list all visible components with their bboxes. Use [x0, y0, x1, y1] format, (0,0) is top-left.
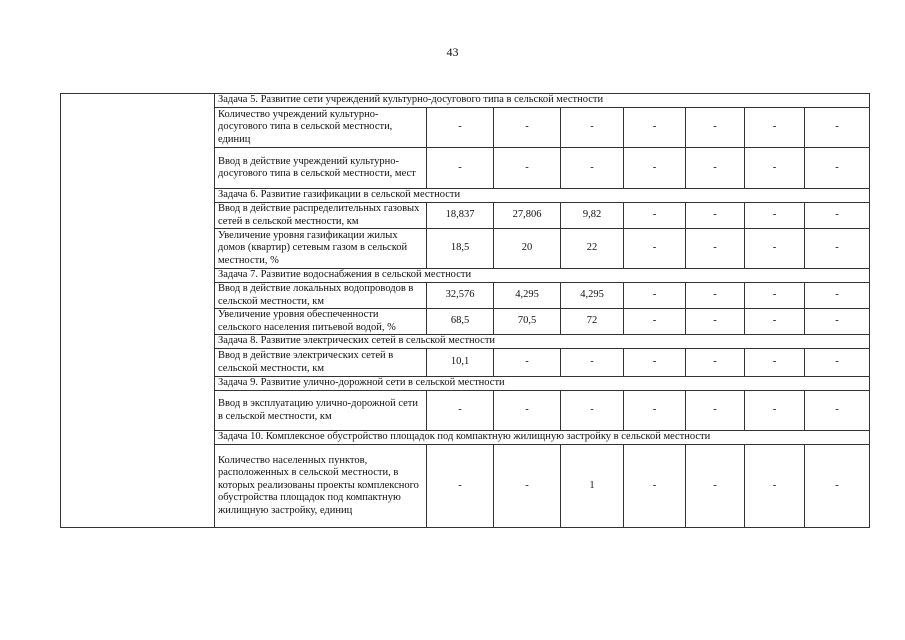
indicator-value: - — [805, 391, 870, 431]
indicator-value: - — [686, 108, 745, 148]
indicator-label: Ввод в эксплуатацию улично-дорожной сети в сельской местности, км — [215, 391, 427, 431]
indicator-value: 22 — [561, 229, 624, 269]
indicator-value: - — [745, 349, 805, 377]
indicator-value: - — [624, 108, 686, 148]
indicator-value: - — [745, 283, 805, 309]
indicator-value: - — [686, 391, 745, 431]
indicator-value: - — [427, 148, 494, 189]
indicator-value: 18,837 — [427, 203, 494, 229]
indicator-value: 10,1 — [427, 349, 494, 377]
indicator-label: Ввод в действие локальных водопроводов в сельской местности, км — [215, 283, 427, 309]
indicator-value: - — [745, 391, 805, 431]
task-heading: Задача 8. Развитие электрических сетей в сельской местности — [215, 335, 870, 349]
task-heading: Задача 9. Развитие улично-дорожной сети в сельской местности — [215, 377, 870, 391]
indicator-value: - — [686, 309, 745, 335]
indicator-value: 70,5 — [494, 309, 561, 335]
indicator-value: 72 — [561, 309, 624, 335]
indicator-value: - — [805, 445, 870, 528]
task-heading: Задача 5. Развитие сети учреждений культурно-досугового типа в сельской местности — [215, 94, 870, 108]
indicator-label: Количество населенных пунктов, расположенных в сельской местности, в которых реализованы проекты комплексного обустройства площадок под компактную жилищную застройку, единиц — [215, 445, 427, 528]
indicator-label: Ввод в действие электрических сетей в сельской местности, км — [215, 349, 427, 377]
indicator-value: 27,806 — [494, 203, 561, 229]
indicator-value: - — [745, 148, 805, 189]
indicator-value: - — [686, 148, 745, 189]
indicator-value: 68,5 — [427, 309, 494, 335]
task-heading: Задача 10. Комплексное обустройство площадок под компактную жилищную застройку в сельской местности — [215, 431, 870, 445]
indicator-value: - — [686, 229, 745, 269]
page-number: 43 — [446, 45, 459, 59]
indicator-value: - — [427, 445, 494, 528]
indicator-label: Увеличение уровня обеспеченности сельского населения питьевой водой, % — [215, 309, 427, 335]
indicator-label: Ввод в действие распределительных газовых сетей в сельской местности, км — [215, 203, 427, 229]
indicator-label: Увеличение уровня газификации жилых домов (квартир) сетевым газом в сельской местности, % — [215, 229, 427, 269]
indicator-value: - — [805, 229, 870, 269]
indicator-value: 4,295 — [494, 283, 561, 309]
indicator-value: 9,82 — [561, 203, 624, 229]
empty-left-cell — [61, 94, 215, 528]
indicator-value: - — [745, 229, 805, 269]
indicator-value: - — [624, 349, 686, 377]
indicator-value: - — [624, 283, 686, 309]
indicator-value: - — [494, 391, 561, 431]
indicator-value: - — [805, 148, 870, 189]
indicator-value: - — [624, 391, 686, 431]
indicator-value: - — [494, 349, 561, 377]
indicator-value: - — [624, 445, 686, 528]
indicator-value: - — [494, 108, 561, 148]
indicator-value: - — [745, 445, 805, 528]
indicator-value: - — [805, 108, 870, 148]
indicator-value: - — [561, 391, 624, 431]
indicator-value: - — [561, 108, 624, 148]
indicator-value: - — [624, 203, 686, 229]
indicator-value: - — [624, 229, 686, 269]
indicator-value: 1 — [561, 445, 624, 528]
indicator-value: - — [686, 349, 745, 377]
indicator-value: - — [686, 203, 745, 229]
indicator-value: - — [561, 349, 624, 377]
indicator-value: 20 — [494, 229, 561, 269]
indicator-value: - — [494, 148, 561, 189]
indicator-value: - — [624, 148, 686, 189]
task-heading: Задача 7. Развитие водоснабжения в сельской местности — [215, 269, 870, 283]
indicator-value: - — [494, 445, 561, 528]
indicator-value: - — [745, 108, 805, 148]
task-row — [61, 94, 870, 108]
indicator-value: - — [805, 309, 870, 335]
indicator-table — [60, 93, 870, 528]
indicator-value: - — [686, 445, 745, 528]
indicator-value: - — [745, 309, 805, 335]
indicator-value: 4,295 — [561, 283, 624, 309]
task-heading: Задача 6. Развитие газификации в сельской местности — [215, 189, 870, 203]
indicator-value: - — [805, 203, 870, 229]
indicator-label: Количество учреждений культурно-досугового типа в сельской местности, единиц — [215, 108, 427, 148]
indicator-value: - — [686, 283, 745, 309]
indicator-value: 18,5 — [427, 229, 494, 269]
indicator-value: - — [745, 203, 805, 229]
indicator-value: - — [805, 349, 870, 377]
indicator-value: - — [427, 391, 494, 431]
indicator-label: Ввод в действие учреждений культурно-досугового типа в сельской местности, мест — [215, 148, 427, 189]
indicator-value: 32,576 — [427, 283, 494, 309]
indicator-value: - — [805, 283, 870, 309]
indicator-value: - — [427, 108, 494, 148]
indicator-value: - — [561, 148, 624, 189]
indicator-value: - — [624, 309, 686, 335]
